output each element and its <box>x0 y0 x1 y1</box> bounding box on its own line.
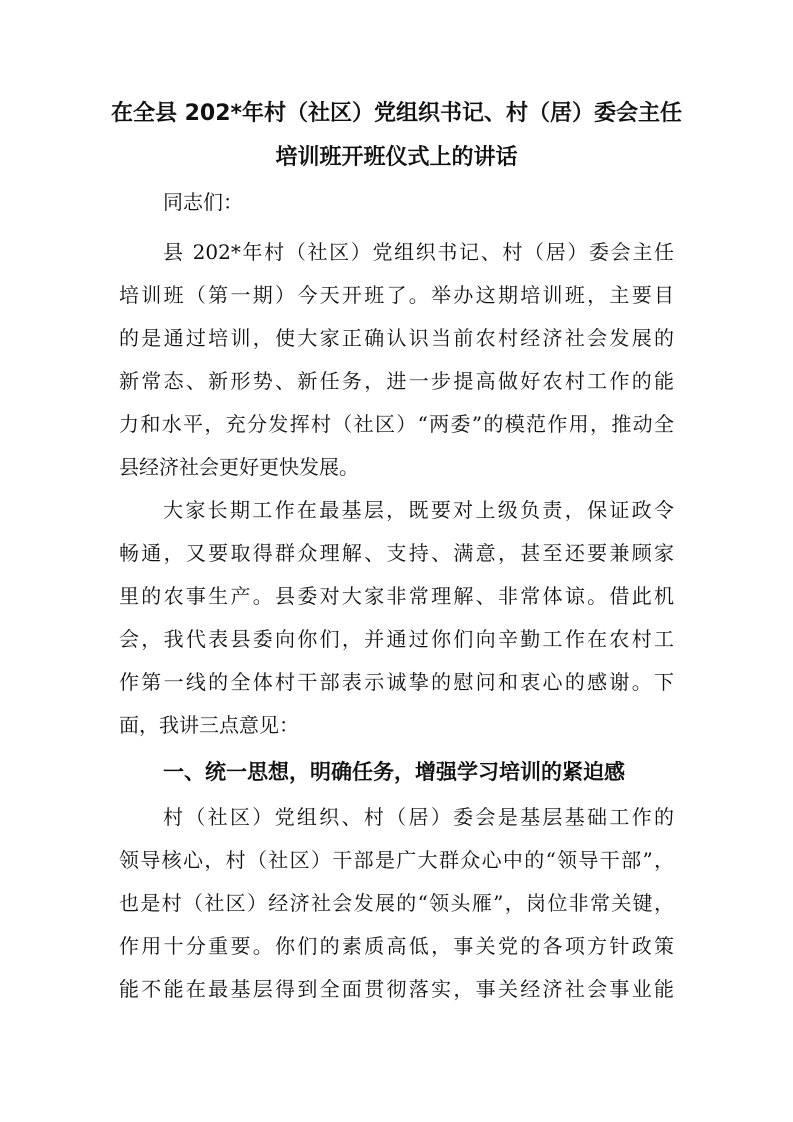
paragraph-2-line: 会，我代表县委向你们，并通过你们向辛勤工作在农村工 <box>119 627 674 651</box>
title-line-1: 在全县 202*年村（社区）党组织书记、村（居）委会主任 <box>110 101 683 126</box>
paragraph-2-line: 面，我讲三点意见： <box>119 713 299 737</box>
paragraph-3-line: 作用十分重要。你们的素质高低，事关党的各项方针政策 <box>119 934 674 958</box>
paragraph-1-line: 新常态、新形势、新任务，进一步提高做好农村工作的能 <box>119 369 674 393</box>
paragraph-2-line: 大家长期工作在最基层，既要对上级负责，保证政令 <box>163 498 674 522</box>
paragraph-3-line: 能不能在最基层得到全面贯彻落实，事关经济社会事业能 <box>119 977 674 1001</box>
paragraph-2-line: 里的农事生产。县委对大家非常理解、非常体谅。借此机 <box>119 584 674 608</box>
paragraph-1-line: 县经济社会更好更快发展。 <box>119 455 359 479</box>
paragraph-2-line: 畅通，又要取得群众理解、支持、满意，甚至还要兼顾家 <box>119 541 674 565</box>
paragraph-3-line: 村（社区）党组织、村（居）委会是基层基础工作的 <box>163 805 674 829</box>
section-1-heading: 一、统一思想，明确任务，增强学习培训的紧迫感 <box>163 760 625 784</box>
paragraph-2-line: 作第一线的全体村干部表示诚挚的慰问和衷心的感谢。下 <box>119 670 674 694</box>
title-line-2: 培训班开班仪式上的讲话 <box>275 145 518 170</box>
salutation: 同志们： <box>163 190 243 214</box>
paragraph-1-line: 县 202*年村（社区）党组织书记、村（居）委会主任 <box>163 240 674 264</box>
paragraph-1-line: 力和水平，充分发挥村（社区）“两委”的模范作用，推动全 <box>119 412 674 436</box>
paragraph-3-line: 领导核心，村（社区）干部是广大群众心中的“领导干部”， <box>119 848 674 872</box>
paragraph-1-line: 的是通过培训，使大家正确认识当前农村经济社会发展的 <box>119 326 674 350</box>
paragraph-1-line: 培训班（第一期）今天开班了。举办这期培训班，主要目 <box>119 283 674 307</box>
paragraph-3-line: 也是村（社区）经济社会发展的“领头雁”，岗位非常关键， <box>119 891 674 915</box>
